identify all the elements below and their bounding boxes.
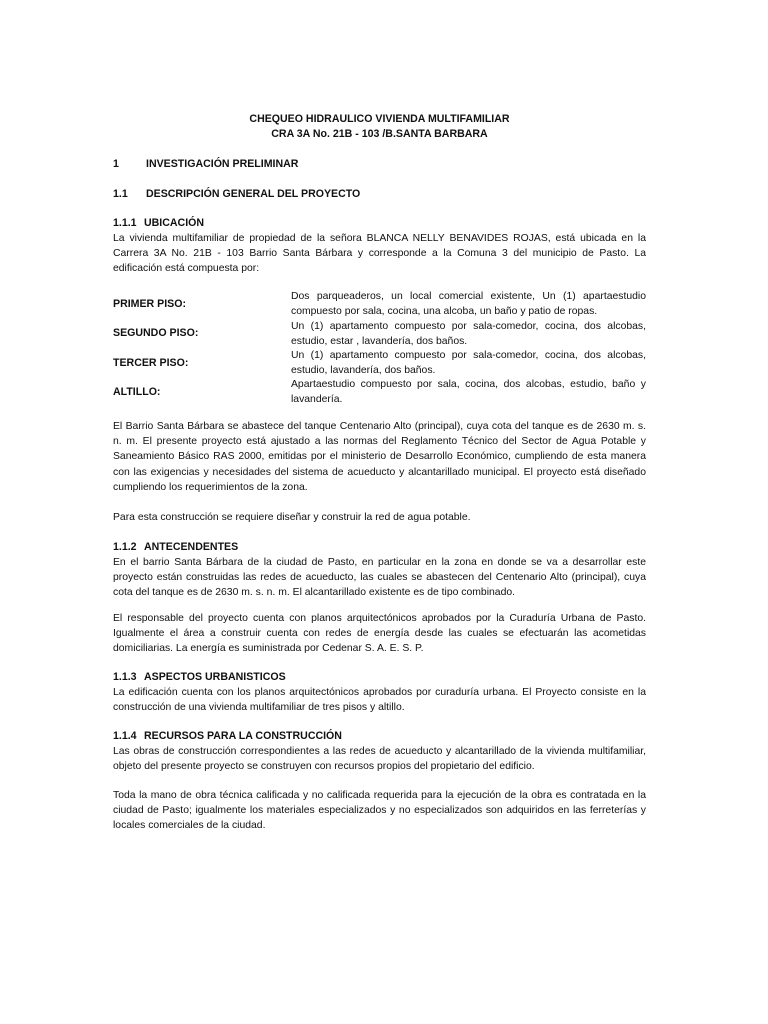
section-title: DESCRIPCIÓN GENERAL DEL PROYECTO [146,188,361,200]
section-number: 1 [113,158,119,170]
floor-desc-tercer-piso: Un (1) apartamento compuesto por sala-comedor, cocina, dos alcobas, estudio, lavandería, dos baños. [291,350,646,377]
floor-label-tercer-piso: TERCER PISO: [113,357,189,369]
section-heading-1-1-1 [113,216,204,231]
antecedentes-paragraph-1: En el barrio Santa Bárbara de la ciudad de Pasto, en particular en la zona en donde se va a desarrollar este proyecto están construidas las redes de acueducto, las cuales se abastecen del Centenario Alto (principal), cuya cota del tanque es de 2630 m. s. n. m. El alcantarillado existente es de tipo combinado. [113,557,646,599]
floor-desc-altillo: Apartaestudio compuesto por sala, cocina, dos alcobas, estudio, baño y lavandería. [291,379,646,406]
section-heading-1-1-3 [113,670,286,685]
antecedentes-paragraph-2: El responsable del proyecto cuenta con planos arquitectónicos aprobados por la Curaduría Urbana de Pasto. Igualmente el área a construir cuenta con redes de energía desde las cuales se efectuarán las acometidas domiciliarias. La energía es suministrada por Cedenar S. A. E. S. P. [113,613,646,655]
section-title: ANTECENDENTES [144,541,239,553]
section-title: UBICACIÓN [144,217,205,229]
urbanisticos-paragraph-1: La edificación cuenta con los planos arquitectónicos aprobados por curaduría urbana. El Proyecto consiste en la construcción de una vivienda multifamiliar de tres pisos y altillo. [113,687,646,714]
section-title: INVESTIGACIÓN PRELIMINAR [146,158,299,170]
floor-label-altillo: ALTILLO: [113,386,161,398]
document-title [113,112,646,142]
title-line-2: CRA 3A No. 21B - 103 /B.SANTA BARBARA [271,128,488,141]
ubicacion-paragraph-2: El Barrio Santa Bárbara se abastece del tanque Centenario Alto (principal), cuya cota del tanque es de 2630 m. s. n. m. El presente proyecto está ajustado a las normas del Reglamento Técnico del Sector de Agua Potable y Saneamiento Básico RAS 2000, emitidas por el ministerio de Desarrollo Económico, cumpliendo de esta manera con las exigencias y necesidades del sistema de acueducto y alcantarillado municipal. El proyecto está diseñado cumpliendo los requerimientos de la zona. [113,421,646,493]
section-number: 1.1.1 [113,217,137,229]
section-title: ASPECTOS URBANISTICOS [144,671,286,683]
section-title: RECURSOS PARA LA CONSTRUCCIÓN [144,730,342,742]
section-heading-1-1-2 [113,540,238,555]
floor-desc-segundo-piso: Un (1) apartamento compuesto por sala-comedor, cocina, dos alcobas, estudio, estar , lavandería, dos baños. [291,321,646,348]
section-heading-1-1-4 [113,729,342,744]
section-number: 1.1.4 [113,730,137,742]
section-number: 1.1.3 [113,671,137,683]
floor-desc-primer-piso: Dos parqueaderos, un local comercial existente, Un (1) apartaestudio compuesto por sala, cocina, una alcoba, un baño y patio de ropas. [291,291,646,318]
recursos-paragraph-1: Las obras de construcción correspondientes a las redes de acueducto y alcantarillado de la vivienda multifamiliar, objeto del presente proyecto se construyen con recursos propios del propietario del edificio. [113,746,646,773]
recursos-paragraph-2: Toda la mano de obra técnica calificada y no calificada requerida para la ejecución de la obra es contratada en la ciudad de Pasto; igualmente los materiales especializados y no especializados son adquiridos en las ferreterías y locales comerciales de la ciudad. [113,790,646,832]
floor-label-segundo-piso: SEGUNDO PISO: [113,327,199,339]
section-heading-1-1 [113,187,360,202]
floor-label-primer-piso: PRIMER PISO: [113,298,186,310]
section-number: 1.1 [113,188,128,200]
section-number: 1.1.2 [113,541,137,553]
ubicacion-paragraph-3: Para esta construcción se requiere diseñar y construir la red de agua potable. [113,512,471,523]
section-heading-1 [113,157,298,172]
title-line-1: CHEQUEO HIDRAULICO VIVIENDA MULTIFAMILIAR [249,113,510,125]
ubicacion-paragraph-1: La vivienda multifamiliar de propiedad de la señora BLANCA NELLY BENAVIDES ROJAS, está ubicada en la Carrera 3A No. 21B - 103 Barrio Santa Bárbara y corresponde a la Comuna 3 del municipio de Pasto. La edificación está compuesta por: [113,233,646,275]
